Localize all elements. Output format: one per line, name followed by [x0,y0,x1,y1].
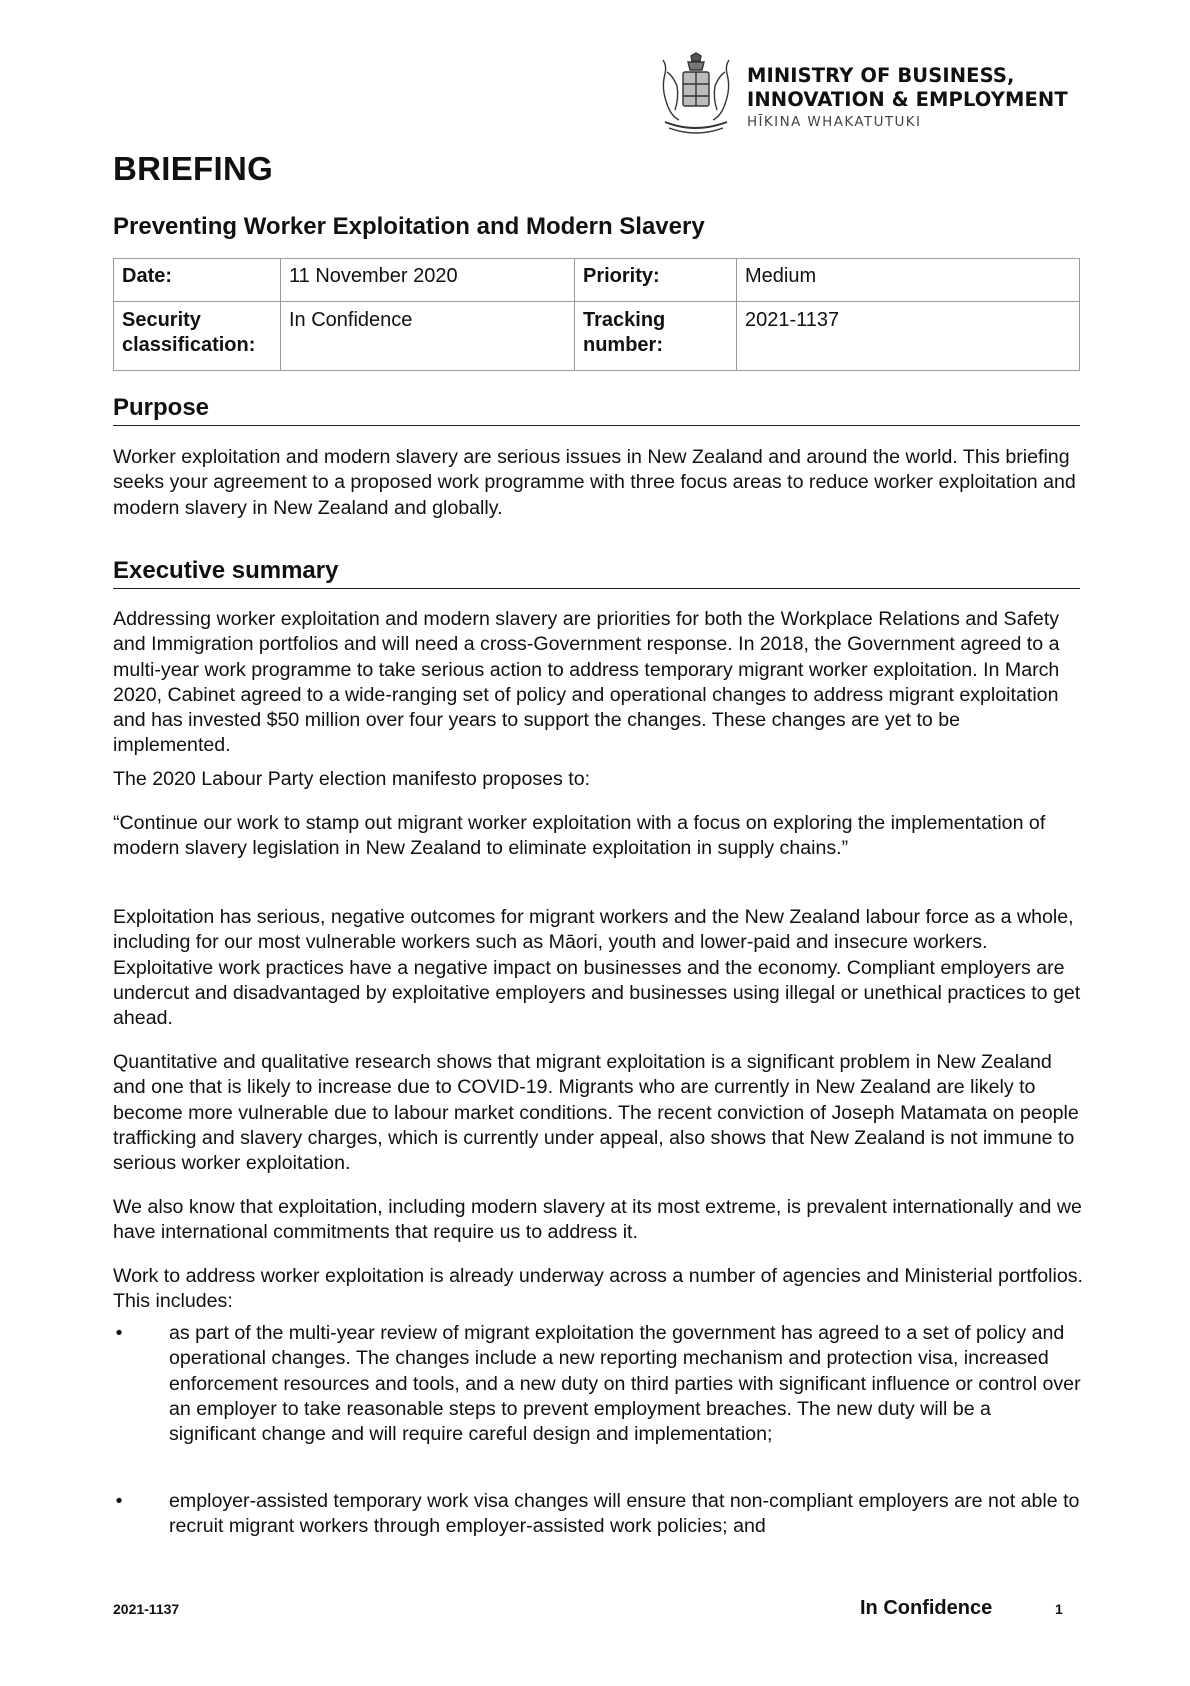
ministry-line-2: INNOVATION & EMPLOYMENT [747,88,1068,111]
ministry-logo [655,52,1068,138]
ministry-name [747,52,1068,130]
purpose-paragraph: Worker exploitation and modern slavery are serious issues in New Zealand and around the world. This briefing seeks your agreement to a proposed work programme with three focus areas to reduce worker exploitation and modern slavery in New Zealand and globally. [113,446,1076,519]
summary-paragraph: Exploitation has serious, negative outcomes for migrant workers and the New Zealand labour force as a whole, including for our most vulnerable workers such as Māori, youth and lower-paid and insecure workers. Exploitative work practices have a negative impact on businesses and the economy. Compliant employers are undercut and disadvantaged by exploitative employers and businesses using illegal or unethical practices to get ahead. [113,906,1081,1030]
footer-classification: In Confidence [860,1597,993,1619]
list-item-text: employer-assisted temporary work visa changes will ensure that non-compliant employers are not able to recruit migrant workers through employer-assisted work policies; and [169,1490,1080,1538]
summary-paragraph: Quantitative and qualitative research shows that migrant exploitation is a significant problem in New Zealand and one that is likely to increase due to COVID-19. Migrants who are currently in New Zealand are likely to become more vulnerable due to labour market conditions. The recent conviction of Joseph Matamata on people trafficking and slavery charges, which is currently under appeal, also shows that New Zealand is not immune to serious worker exploitation. [113,1051,1079,1175]
summary-paragraph: Addressing worker exploitation and modern slavery are priorities for both the Workplace Relations and Safety and Immigration portfolios and will need a cross-Government response. In 2018, the Government agreed to a multi-year work programme to take serious action to address temporary migrant worker exploitation. In March 2020, Cabinet agreed to a wide-ranging set of policy and operational changes to address migrant exploitation and has invested $50 million over four years to support the changes. These changes are yet to be implemented. [113,608,1060,757]
date-label: Date: [114,259,281,302]
summary-paragraph: Work to address worker exploitation is already underway across a number of agencies and Ministerial portfolios. This includes: [113,1265,1083,1313]
footer-tracking-number: 2021-1137 [113,1601,180,1617]
ministry-line-1: MINISTRY OF BUSINESS, [747,64,1015,87]
bullet-icon: • [115,1490,123,1512]
summary-paragraph: The 2020 Labour Party election manifesto proposes to: [113,768,591,790]
priority-value: Medium [737,259,1080,302]
document-type: BRIEFING [113,150,274,187]
summary-paragraph: We also know that exploitation, including modern slavery at its most extreme, is prevalent internationally and we have international commitments that require us to address it. [113,1196,1082,1244]
metadata-row [114,302,1080,371]
metadata-row [114,259,1080,302]
page-number: 1 [1055,1601,1063,1617]
security-classification-value: In Confidence [281,302,575,371]
purpose-heading: Purpose [113,394,1080,426]
nz-coat-of-arms-icon [655,52,737,138]
manifesto-quote: “Continue our work to stamp out migrant worker exploitation with a focus on exploring the implementation of modern slavery legislation in New Zealand to eliminate exploitation in supply chains.” [113,812,1046,860]
tracking-number-value: 2021-1137 [737,302,1080,371]
list-item-text: as part of the multi-year review of migrant exploitation the government has agreed to a set of policy and operational changes. The changes include a new reporting mechanism and protection visa, increased enforcement resources and tools, and a new duty on third parties with significant influence or control over an employer to take reasonable steps to prevent employment breaches. The new duty will be a significant change and will require careful design and implementation; [169,1322,1081,1446]
bullet-icon: • [115,1322,123,1344]
briefing-metadata-table [113,258,1080,371]
document-title: Preventing Worker Exploitation and Modern Slavery [113,213,705,240]
priority-label: Priority: [575,259,737,302]
date-value: 11 November 2020 [281,259,575,302]
security-classification-label: Security classification: [114,302,281,371]
ministry-maori-name: HĪKINA WHAKATUTUKI [747,114,922,130]
tracking-number-label: Tracking number: [575,302,737,371]
executive-summary-heading: Executive summary [113,557,1080,589]
